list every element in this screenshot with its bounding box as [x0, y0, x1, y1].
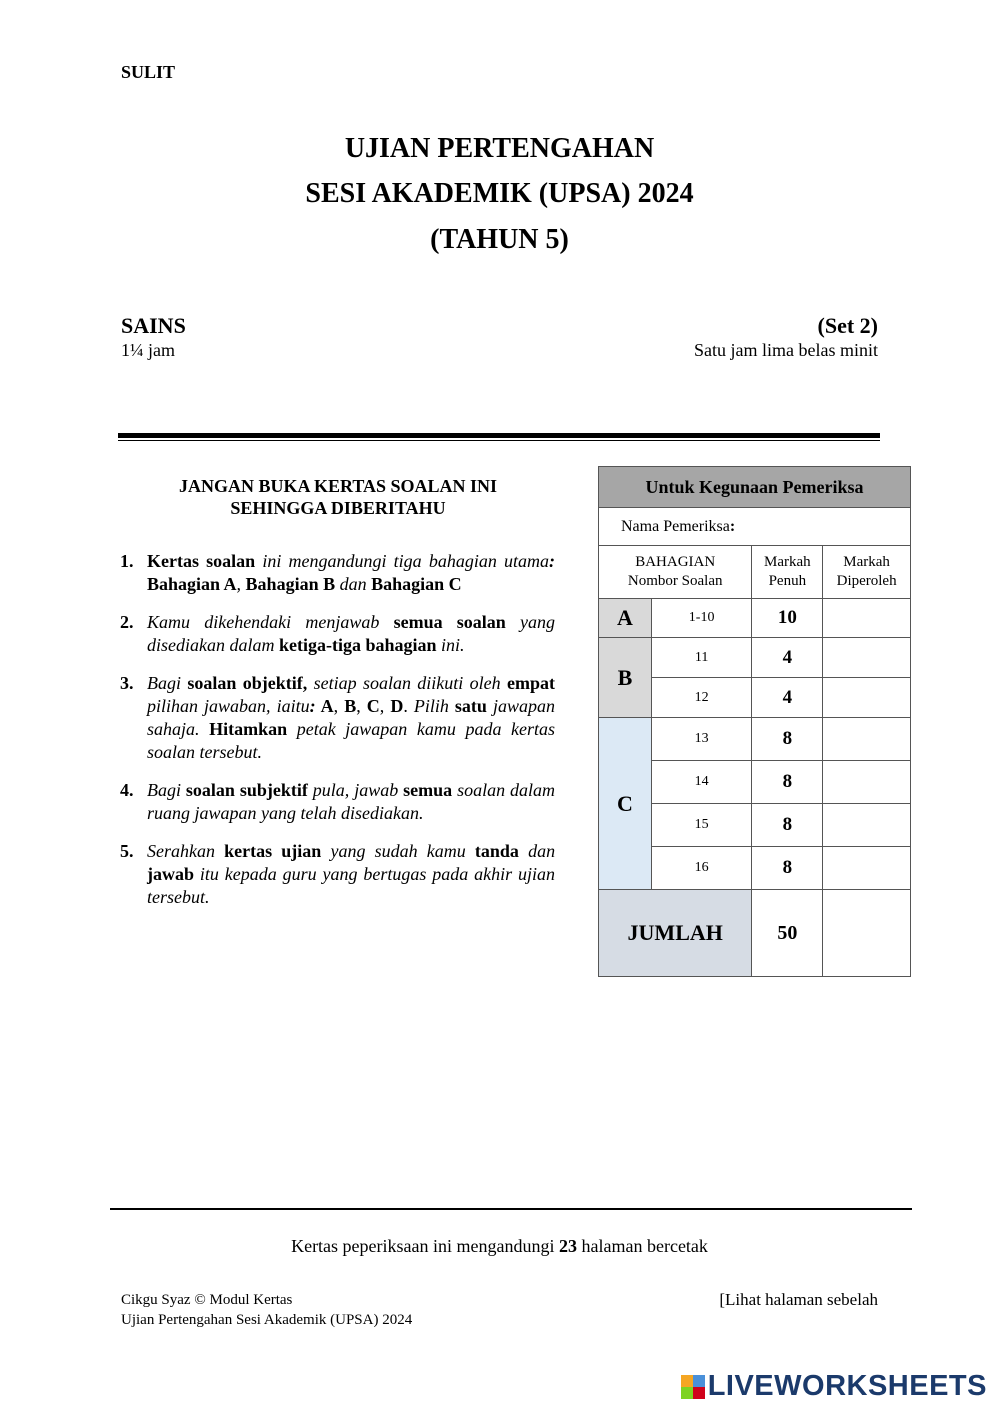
full-marks: 4	[752, 678, 823, 718]
col-header-question-label: Nombor Soalan	[627, 573, 723, 589]
obtained-marks-cell[interactable]	[823, 638, 911, 678]
page-count-number: 23	[559, 1236, 577, 1256]
set-number: (Set 2)	[817, 313, 878, 338]
instruction-item	[120, 779, 555, 825]
full-marks: 8	[752, 847, 823, 890]
next-page-note: [Lihat halaman sebelah	[719, 1290, 878, 1309]
duration: 1¼ jam	[121, 340, 175, 360]
col-header-full-marks-line1: Markah	[764, 554, 811, 570]
col-header-full-marks	[752, 546, 823, 599]
examiner-table-heading: Untuk Kegunaan Pemeriksa	[599, 467, 911, 508]
subject-name: SAINS	[121, 313, 186, 338]
question-number: 1-10	[651, 599, 752, 638]
duration-text: Satu jam lima belas minit	[694, 340, 878, 360]
full-marks: 10	[752, 599, 823, 638]
col-header-full-marks-line2: Penuh	[768, 573, 807, 589]
total-label: JUMLAH	[599, 890, 752, 977]
question-number: 12	[651, 678, 752, 718]
exam-title-line2: SESI AKADEMIK (UPSA) 2024	[305, 178, 694, 209]
examiner-table	[598, 466, 911, 977]
liveworksheets-brand: LIVEWORKSHEETS	[707, 1370, 987, 1402]
credit-line2: Ujian Pertengahan Sesi Akademik (UPSA) 2024	[121, 1312, 413, 1328]
footer-divider	[110, 1208, 912, 1210]
instruction-number: 3.	[120, 673, 134, 693]
exam-title-line1: UJIAN PERTENGAHAN	[344, 133, 655, 164]
instruction-number: 2.	[120, 612, 134, 632]
page-count-note	[0, 1236, 999, 1257]
total-obtained-cell[interactable]	[823, 890, 911, 977]
full-marks: 8	[752, 804, 823, 847]
instruction-item	[120, 840, 555, 909]
obtained-marks-cell[interactable]	[823, 678, 911, 718]
full-marks: 4	[752, 638, 823, 678]
col-header-obtained-line1: Markah	[843, 554, 890, 570]
total-full-marks: 50	[752, 890, 823, 977]
section-b-label: B	[599, 638, 652, 718]
instruction-text: Kamu dikehendaki menjawab semua soalan yang disediakan dalam ketiga-tiga bahagian ini.	[147, 612, 555, 655]
page-count-pre: Kertas peperiksaan ini mengandungi	[291, 1236, 559, 1256]
examiner-name-colon: :	[729, 517, 736, 535]
instruction-number: 4.	[120, 780, 134, 800]
liveworksheets-watermark	[681, 1370, 987, 1403]
instruction-number: 5.	[120, 841, 134, 861]
credit-line1: Cikgu Syaz © Modul Kertas	[121, 1292, 293, 1308]
col-header-obtained-marks	[823, 546, 911, 599]
liveworksheets-logo-icon	[681, 1375, 705, 1399]
obtained-marks-cell[interactable]	[823, 761, 911, 804]
instruction-text: Serahkan kertas ujian yang sudah kamu tanda dan jawab itu kepada guru yang bertugas pada akhir ujian tersebut.	[147, 841, 556, 907]
col-header-section-label: BAHAGIAN	[635, 554, 716, 570]
exam-title-line3: (TAHUN 5)	[430, 224, 569, 255]
question-number: 16	[651, 847, 752, 890]
col-header-obtained-line2: Diperoleh	[836, 573, 897, 589]
obtained-marks-cell[interactable]	[823, 847, 911, 890]
credit-block	[121, 1290, 412, 1330]
full-marks: 8	[752, 761, 823, 804]
instruction-text: Bagi soalan objektif, setiap soalan diikuti oleh empat pilihan jawaban, iaitu: A, B, C, D. Pilih satu jawapan sahaja. Hitamkan petak jawapan kamu pada kertas soalan tersebut.	[147, 673, 556, 762]
header-divider	[118, 433, 880, 438]
instruction-item	[120, 672, 555, 764]
examiner-name-field	[599, 508, 911, 546]
examiner-name-label: Nama Pemeriksa	[621, 517, 730, 535]
do-not-open-warning: JANGAN BUKA KERTAS SOALAN INI SEHINGGA DIBERITAHU	[178, 476, 498, 518]
question-number: 14	[651, 761, 752, 804]
col-header-section	[599, 546, 752, 599]
instruction-item	[120, 550, 555, 596]
full-marks: 8	[752, 718, 823, 761]
obtained-marks-cell[interactable]	[823, 599, 911, 638]
header-divider-thin	[118, 440, 880, 441]
instructions-list	[120, 550, 555, 924]
instruction-number: 1.	[120, 551, 134, 571]
obtained-marks-cell[interactable]	[823, 718, 911, 761]
instruction-item	[120, 611, 555, 657]
instruction-text: Bagi soalan subjektif pula, jawab semua soalan dalam ruang jawapan yang telah disediakan.	[147, 780, 556, 823]
obtained-marks-cell[interactable]	[823, 804, 911, 847]
section-a-label: A	[599, 599, 652, 638]
section-c-label: C	[599, 718, 652, 890]
classification-label: SULIT	[121, 62, 176, 82]
question-number: 15	[651, 804, 752, 847]
question-number: 13	[651, 718, 752, 761]
question-number: 11	[651, 638, 752, 678]
page-count-post: halaman bercetak	[577, 1236, 708, 1256]
instruction-text: Kertas soalan ini mengandungi tiga bahagian utama: Bahagian A, Bahagian B dan Bahagian C	[147, 551, 556, 594]
